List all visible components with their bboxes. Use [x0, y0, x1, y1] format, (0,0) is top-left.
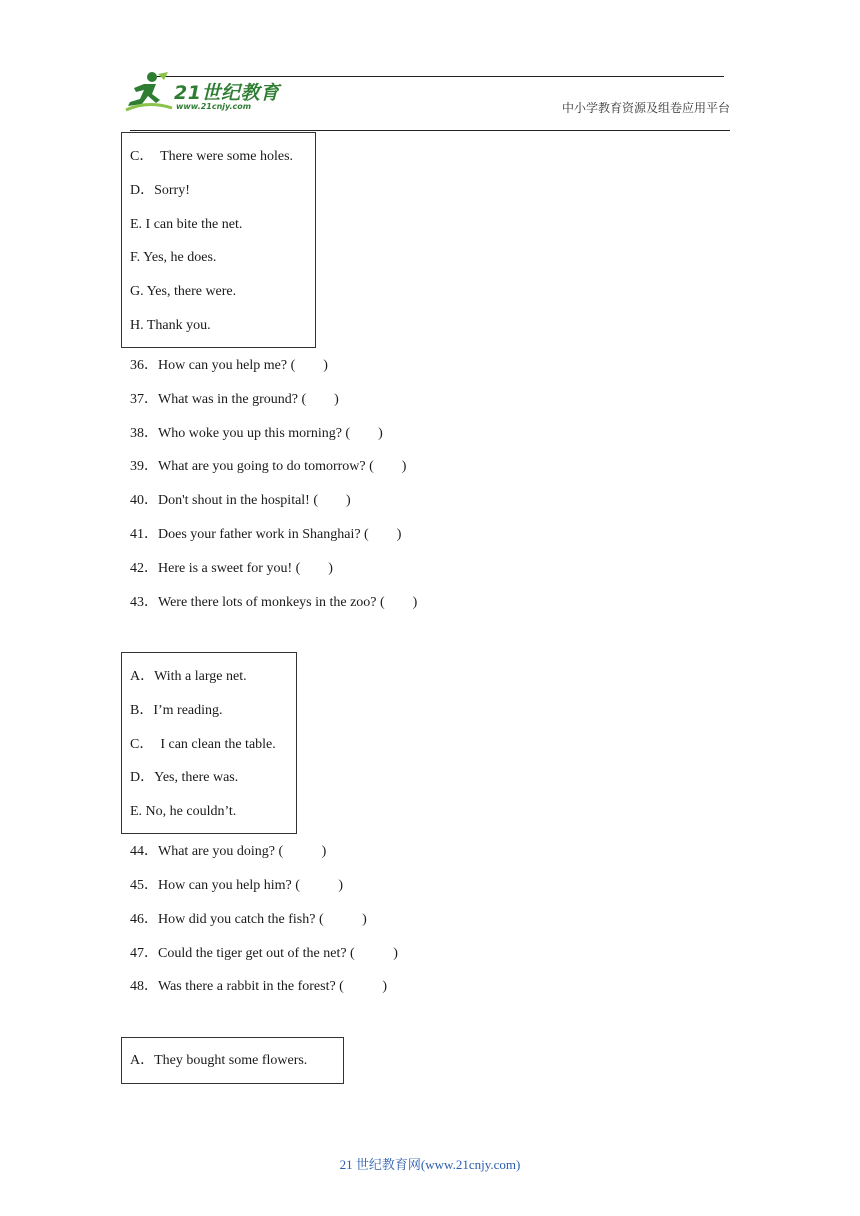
option-box-3 [121, 1037, 344, 1084]
option-item: B．I’m reading. [130, 703, 223, 718]
question-item: 36．How can you help me? ( ) [130, 358, 328, 373]
question-item: 46．How did you catch the fish? ( ) [130, 912, 367, 927]
option-item: H. Thank you. [130, 318, 211, 333]
runner-icon [122, 70, 174, 114]
question-item: 45．How can you help him? ( ) [130, 878, 344, 893]
header-rule-bottom [130, 130, 730, 131]
site-logo[interactable] [122, 70, 292, 116]
question-item: 38．Who woke you up this morning? ( ) [130, 426, 383, 441]
question-item: 44．What are you doing? ( ) [130, 844, 327, 859]
option-item: D．Yes, there was. [130, 770, 239, 785]
site-label: 中小学教育资源及组卷应用平台 [561, 101, 730, 115]
logo-title: 21世纪教育 [174, 82, 280, 104]
option-item: C． I can clean the table. [130, 737, 276, 752]
option-item: A．They bought some flowers. [130, 1053, 308, 1068]
question-item: 43．Were there lots of monkeys in the zoo? ( ) [130, 595, 418, 610]
option-item: E. No, he couldn’t. [130, 804, 237, 819]
question-item: 37．What was in the ground? ( ) [130, 392, 339, 407]
question-item: 40．Don't shout in the hospital! ( ) [130, 493, 351, 508]
option-box-2 [121, 652, 297, 834]
logo-url: www.21cnjy.com [176, 102, 252, 111]
option-item: E. I can bite the net. [130, 217, 243, 232]
option-item: G. Yes, there were. [130, 284, 237, 299]
question-item: 48．Was there a rabbit in the forest? ( ) [130, 979, 388, 994]
option-item: F. Yes, he does. [130, 250, 217, 265]
option-item: D．Sorry! [130, 183, 190, 198]
option-item: C． There were some holes. [130, 149, 294, 164]
question-item: 41．Does your father work in Shanghai? ( ) [130, 527, 402, 542]
question-item: 42．Here is a sweet for you! ( ) [130, 561, 333, 576]
option-box-1 [121, 132, 316, 348]
option-item: A．With a large net. [130, 669, 247, 684]
question-item: 47．Could the tiger get out of the net? ( ) [130, 946, 398, 961]
question-item: 39．What are you going to do tomorrow? ( ) [130, 459, 407, 474]
page-footer[interactable]: 21 世纪教育网(www.21cnjy.com) [339, 1157, 521, 1172]
